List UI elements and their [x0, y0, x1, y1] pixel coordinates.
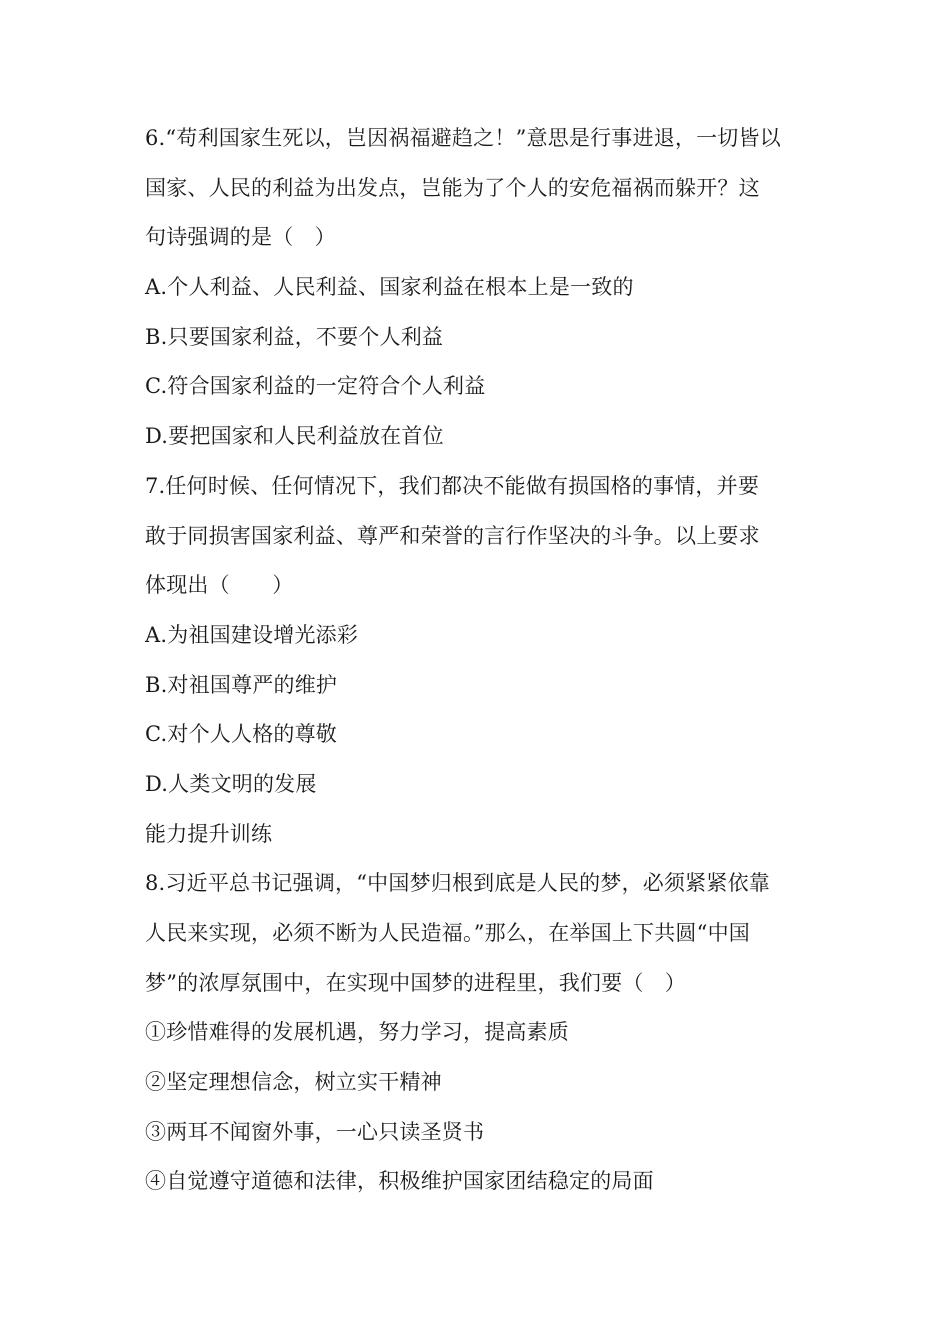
question-7	[145, 462, 815, 810]
question-8-item-1: ①珍惜难得的发展机遇，努力学习，提高素质	[145, 1020, 569, 1045]
question-8-item-4: ④自觉遵守道德和法律，积极维护国家团结稳定的局面	[145, 1169, 654, 1194]
question-7-stem-line-2: 敢于同损害国家利益、尊严和荣誉的言行作坚决的斗争。以上要求	[145, 523, 760, 548]
question-6	[145, 114, 815, 462]
question-8-item-3: ③两耳不闻窗外事，一心只读圣贤书	[145, 1119, 485, 1144]
question-7-stem-line-1: 7.任何时候、任何情况下，我们都决不能做有损国格的事情，并要	[145, 473, 760, 498]
question-6-option-d: D.要把国家和人民利益放在首位	[145, 424, 444, 449]
question-6-option-a: A.个人利益、人民利益、国家利益在根本上是一致的	[145, 275, 634, 300]
question-7-option-a: A.为祖国建设增光添彩	[145, 622, 359, 647]
question-8-item-2: ②坚定理想信念，树立实干精神	[145, 1070, 442, 1095]
question-7-stem-line-3: 体现出（ ）	[145, 573, 294, 598]
question-8-stem-line-1: 8.习近平总书记强调，“中国梦归根到底是人民的梦，必须紧紧依靠	[145, 871, 770, 896]
question-6-stem-line-1: 6.“苟利国家生死以，岂因祸福避趋之！”意思是行事进退，一切皆以	[145, 126, 781, 150]
question-7-option-b: B.对祖国尊严的维护	[145, 672, 338, 697]
question-6-option-c: C.符合国家利益的一定符合个人利益	[145, 374, 486, 399]
question-6-option-b: B.只要国家利益，不要个人利益	[145, 324, 444, 349]
question-8	[145, 859, 815, 1207]
question-8-stem-line-3: 梦”的浓厚氛围中，在实现中国梦的进程里，我们要（ ）	[145, 970, 686, 995]
question-6-stem-line-3: 句诗强调的是（ ）	[145, 225, 336, 250]
question-7-option-d: D.人类文明的发展	[145, 771, 317, 796]
document-content	[145, 114, 815, 1207]
question-6-stem-line-2: 国家、人民的利益为出发点，岂能为了个人的安危福祸而躲开？这	[145, 175, 760, 200]
question-8-stem-line-2: 人民来实现，必须不断为人民造福。”那么，在举国上下共圆“中国	[145, 921, 750, 945]
question-7-option-c: C.对个人人格的尊敬	[145, 722, 337, 747]
section-title: 能力提升训练	[145, 821, 273, 846]
